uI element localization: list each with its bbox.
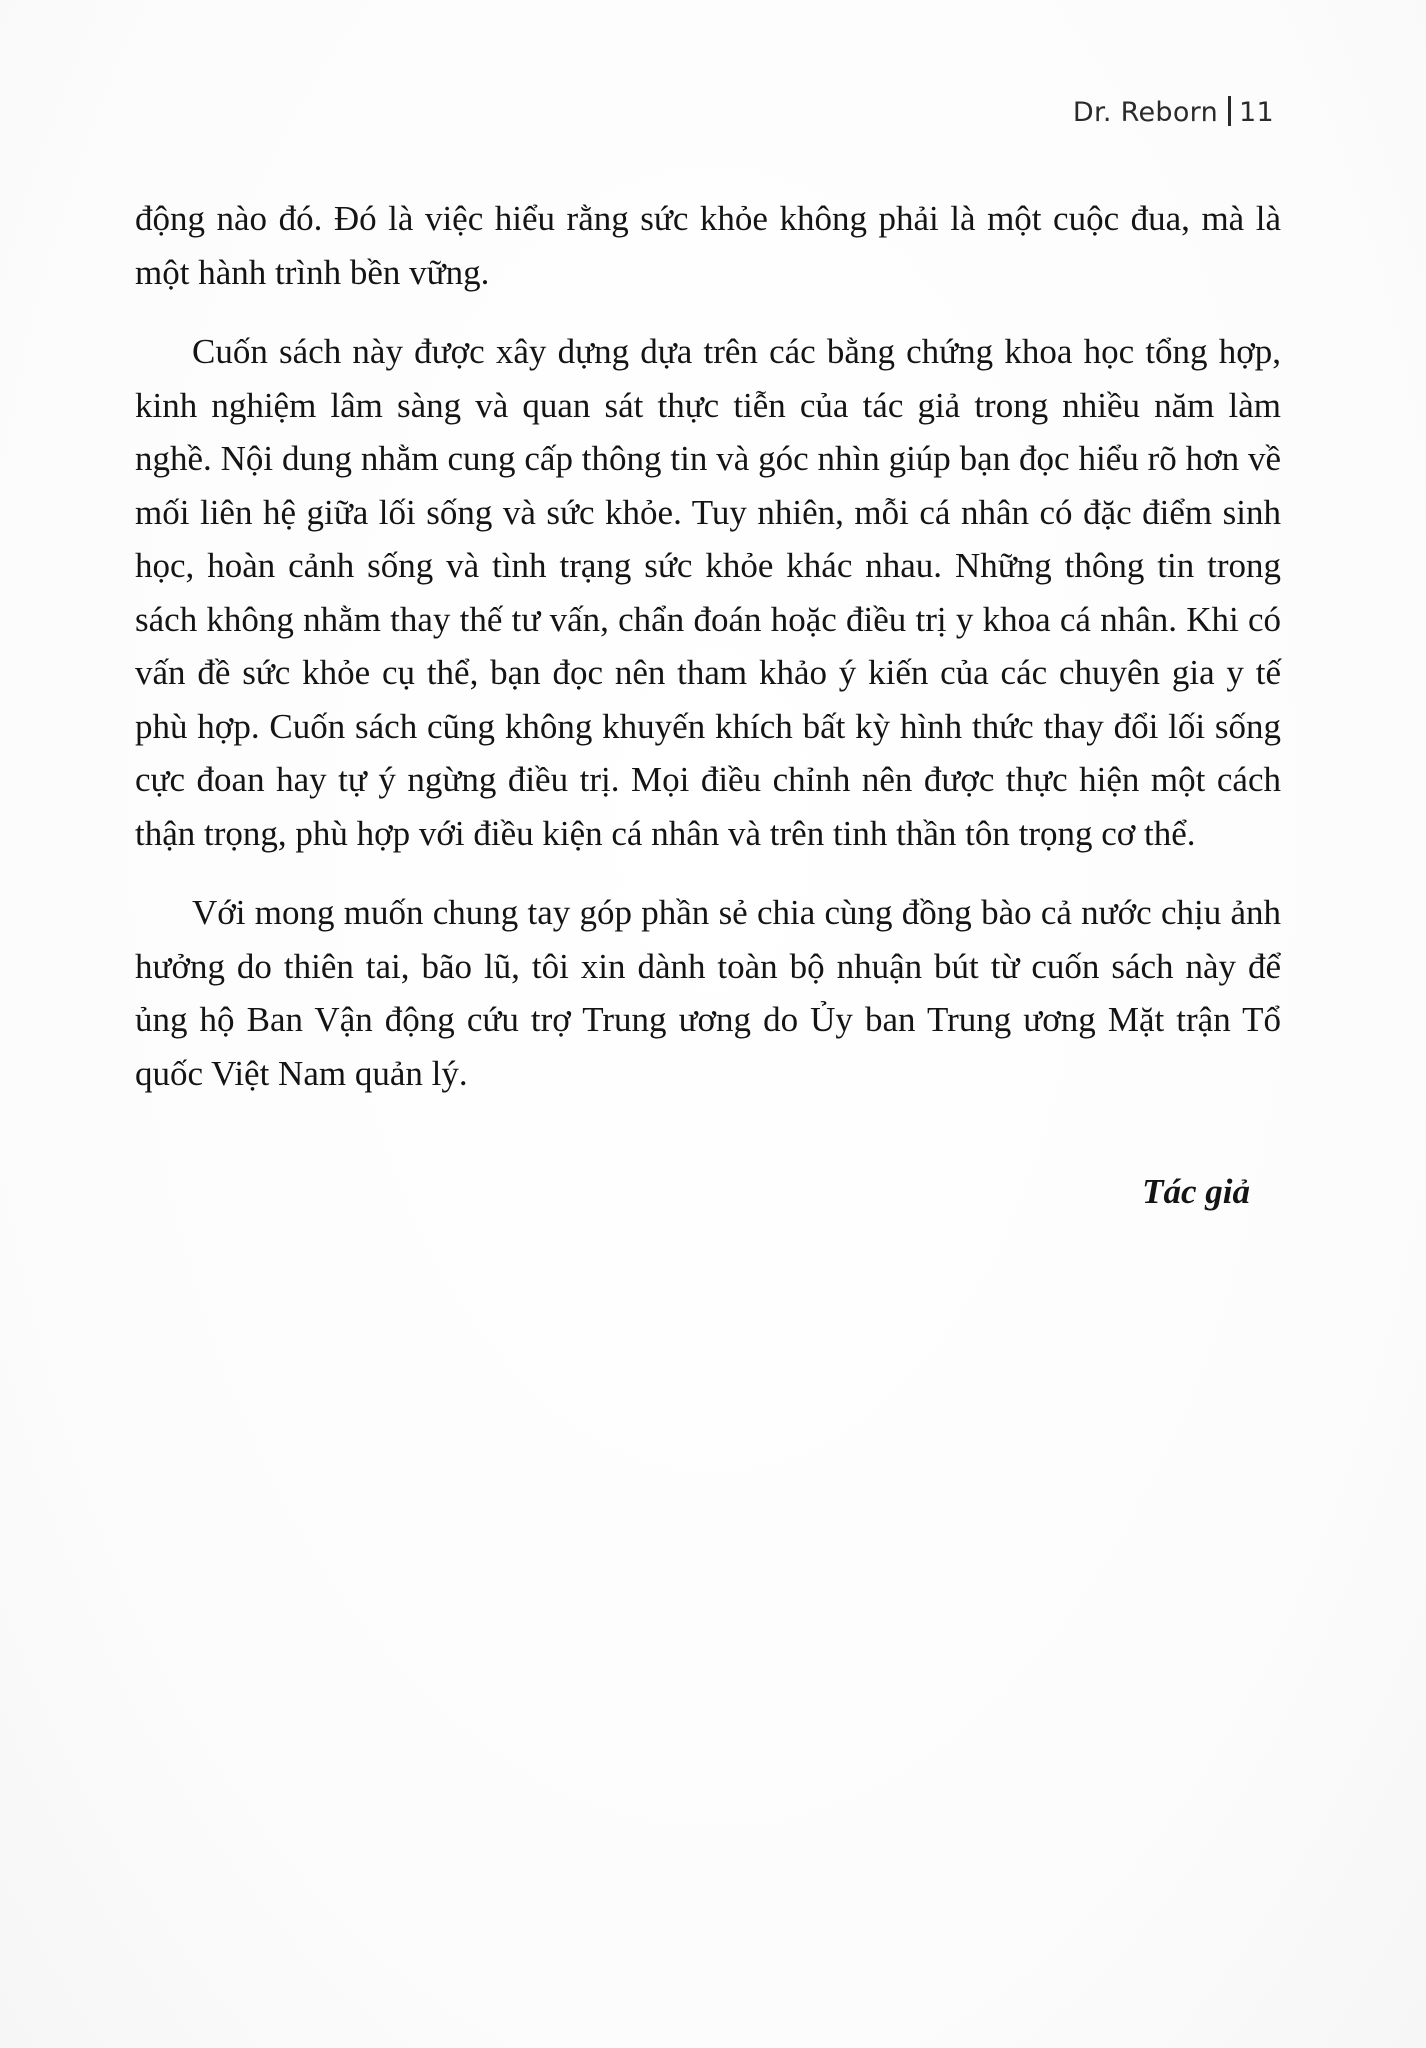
- paragraph-continuation: động nào đó. Đó là việc hiểu rằng sức khỏe không phải là một cuộc đua, mà là một hành trình bền vững.: [135, 199, 1281, 292]
- paragraph-disclaimer: Cuốn sách này được xây dựng dựa trên các bằng chứng khoa học tổng hợp, kinh nghiệm lâm sàng và quan sát thực tiễn của tác giả trong nhiều năm làm nghề. Nội dung nhằm cung cấp thông tin và góc nhìn giúp bạn đọc hiểu rõ hơn về mối liên hệ giữa lối sống và sức khỏe. Tuy nhiên, mỗi cá nhân có đặc điểm sinh học, hoàn cảnh sống và tình trạng sức khỏe khác nhau. Những thông tin trong sách không nhằm thay thế tư vấn, chẩn đoán hoặc điều trị y khoa cá nhân. Khi có vấn đề sức khỏe cụ thể, bạn đọc nên tham khảo ý kiến của các chuyên gia y tế phù hợp. Cuốn sách cũng không khuyến khích bất kỳ hình thức thay đổi lối sống cực đoan hay tự ý ngừng điều trị. Mọi điều chỉnh nên được thực hiện một cách thận trọng, phù hợp với điều kiện cá nhân và trên tinh thần tôn trọng cơ thể.: [135, 332, 1281, 853]
- page-number: 11: [1239, 97, 1274, 128]
- paragraph-donation: Với mong muốn chung tay góp phần sẻ chia cùng đồng bào cả nước chịu ảnh hưởng do thiên tai, bão lũ, tôi xin dành toàn bộ nhuận bút từ cuốn sách này để ủng hộ Ban Vận động cứu trợ Trung ương do Ủy ban Trung ương Mặt trận Tổ quốc Việt Nam quản lý.: [135, 893, 1281, 1093]
- author-signature: Tác giả: [1142, 1172, 1250, 1211]
- header-separator: [1228, 96, 1231, 126]
- book-title: Dr. Reborn: [1072, 97, 1219, 128]
- show-through-texture: [135, 1250, 1281, 1304]
- body-text: [135, 192, 1281, 1100]
- running-header: [1073, 96, 1274, 128]
